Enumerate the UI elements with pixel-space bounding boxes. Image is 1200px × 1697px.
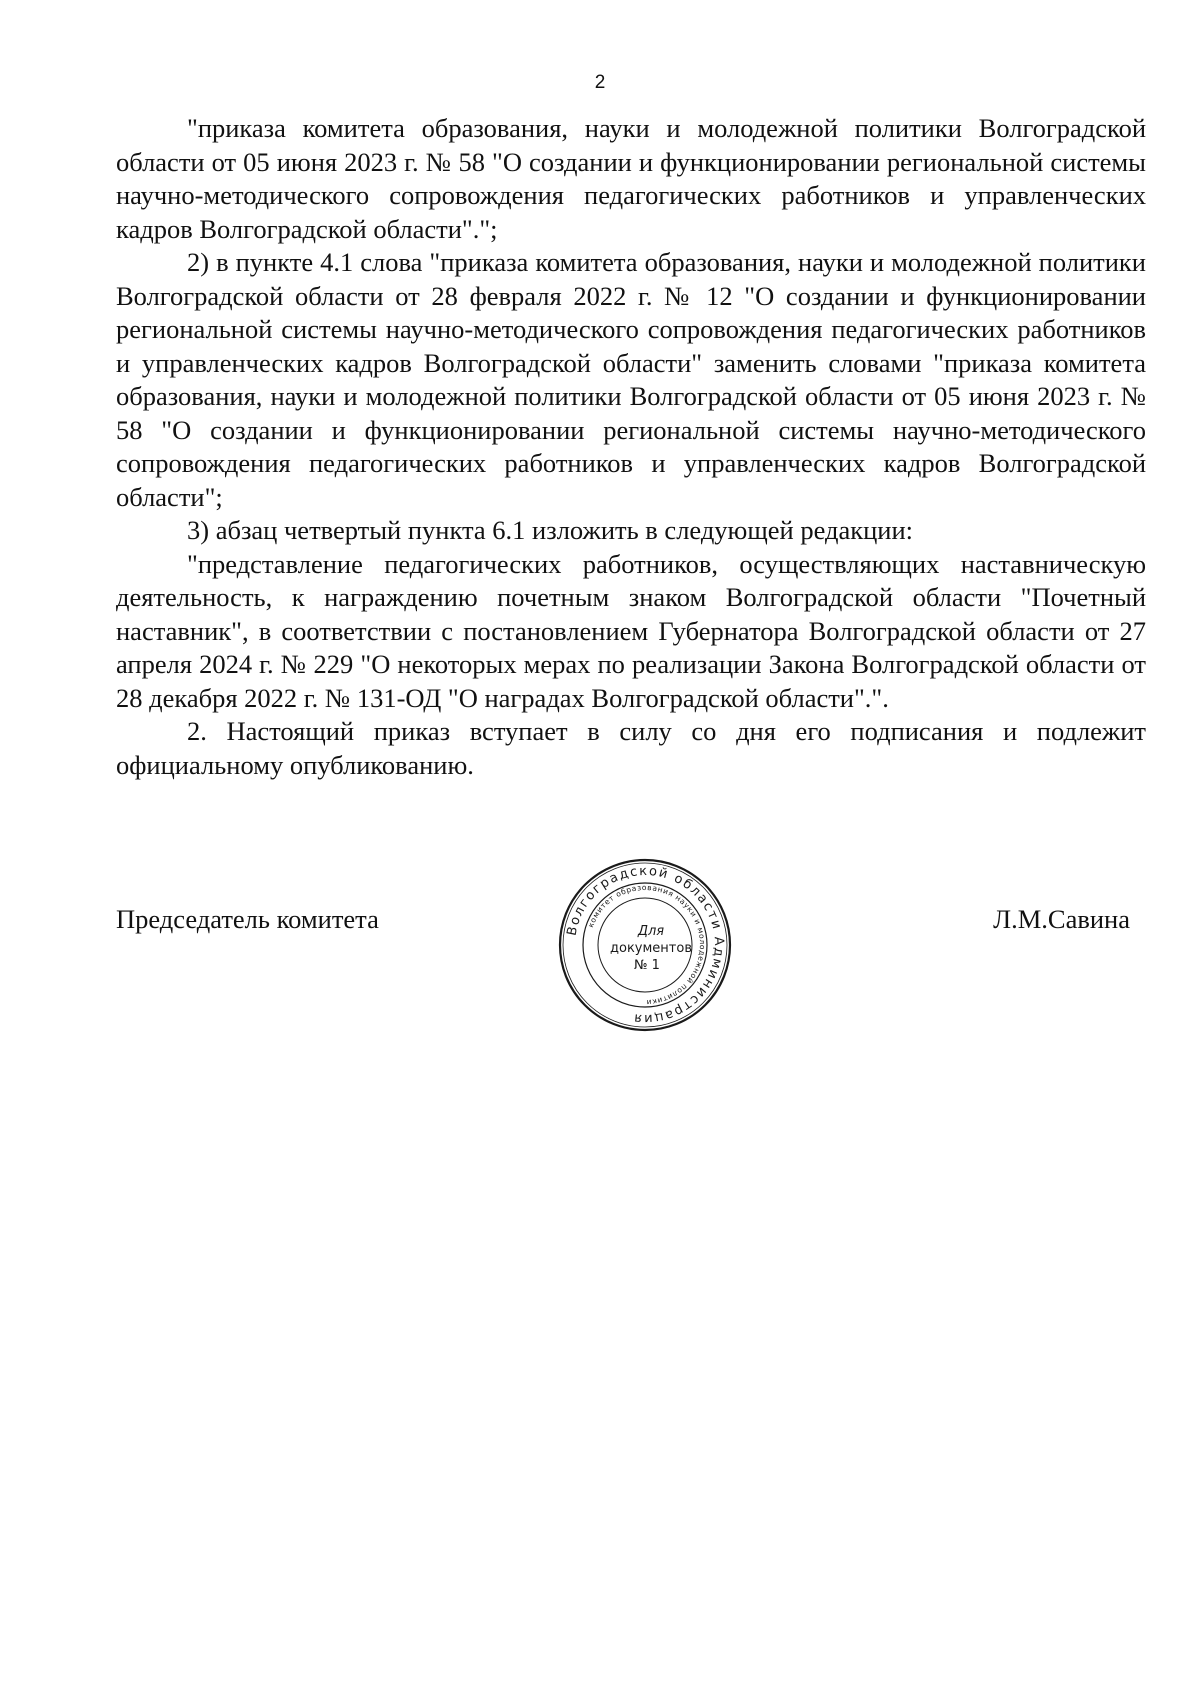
stamp-center-line-2: документов bbox=[610, 941, 692, 956]
document-body bbox=[116, 112, 1146, 782]
paragraph-effective-date: 2. Настоящий приказ вступает в силу со дня его подписания и подлежит официальному опубликованию. bbox=[116, 716, 1146, 780]
paragraph-item-2: 2) в пункте 4.1 слова "приказа комитета образования, науки и молодежной политики Волгоградской области от 28 февраля 2022 г. № 12 "О создании и функционировании региональной системы научно-методического сопровождения педагогических работников и управленческих кадров Волгоградской области" заменить словами "приказа комитета образования, науки и молодежной политики Волгоградской области от 05 июня 2023 г. № 58 "О создании и функционировании региональной системы научно-методического сопровождения педагогических работников и управленческих кадров Волгоградской области"; bbox=[116, 247, 1146, 512]
signer-name: Л.М.Савина bbox=[993, 904, 1130, 934]
signer-title: Председатель комитета bbox=[116, 904, 379, 934]
stamp-center-line-1: Для bbox=[637, 924, 665, 939]
official-seal-stamp bbox=[555, 855, 735, 1035]
paragraph-quoted-order: "приказа комитета образования, науки и молодежной политики Волгоградской области от 05 июня 2023 г. № 58 "О создании и функционировании региональной системы научно-методического сопровождения педагогических работников и управленческих кадров Волгоградской области"."; bbox=[116, 113, 1146, 244]
stamp-inner-text: комитет образования науки и молодежной политики bbox=[586, 882, 708, 1008]
paragraph-new-wording: "представление педагогических работников, осуществляющих наставническую деятельность, к награждению почетным знаком Волгоградской области "Почетный наставник", в соответствии с постановлением Губернатора Волгоградской области от 27 апреля 2024 г. № 229 "О некоторых мерах по реализации Закона Волгоградской области от 28 декабря 2022 г. № 131-ОД "О наградах Волгоградской области".". bbox=[116, 548, 1146, 713]
paragraph-item-3: 3) абзац четвертый пункта 6.1 изложить в следующей редакции: bbox=[187, 515, 914, 545]
stamp-center-line-3: № 1 bbox=[634, 958, 660, 973]
stamp-outer-text: Волгоградской области Администрация bbox=[564, 863, 727, 1027]
page-number: 2 bbox=[594, 72, 606, 93]
